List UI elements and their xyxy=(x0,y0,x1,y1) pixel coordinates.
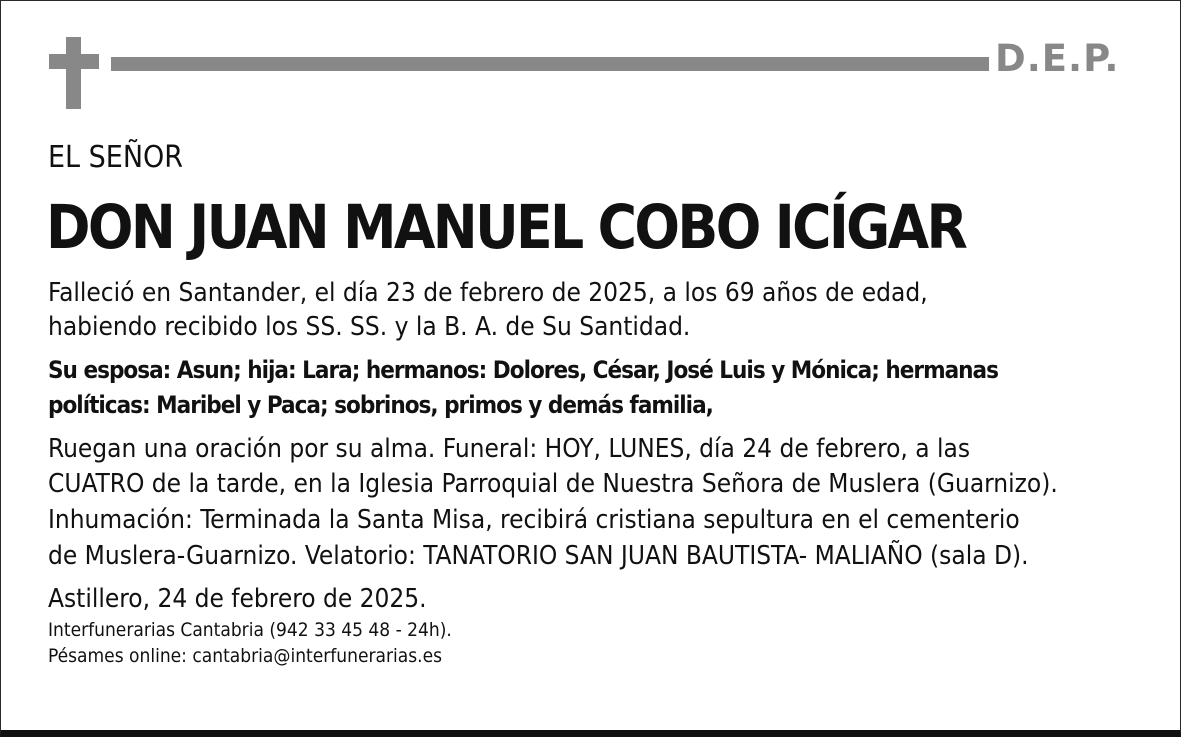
family-line-2: políticas: Maribel y Paca; sobrinos, primos y demás familia, xyxy=(48,391,713,419)
header-rule xyxy=(111,57,989,71)
honorific-title: EL SEÑOR xyxy=(48,140,184,175)
funeral-home: Interfunerarias Cantabria (942 33 45 48 - 24h). xyxy=(48,619,452,641)
place-date: Astillero, 24 de febrero de 2025. xyxy=(48,584,427,614)
deceased-name: DON JUAN MANUEL COBO ICÍGAR xyxy=(46,192,966,263)
service-line-2: CUATRO de la tarde, en la Iglesia Parroquial de Nuestra Señora de Muslera (Guarnizo). xyxy=(48,469,1058,499)
service-line-1: Ruegan una oración por su alma. Funeral: HOY, LUNES, día 24 de febrero, a las xyxy=(48,434,971,464)
condolences-contact: Pésames online: cantabria@interfunerarias.es xyxy=(48,645,442,667)
death-line-2: habiendo recibido los SS. SS. y la B. A. de Su Santidad. xyxy=(48,312,691,342)
dep-label: D.E.P. xyxy=(995,37,1120,80)
cross-icon xyxy=(49,37,99,109)
service-line-3: Inhumación: Terminada la Santa Misa, recibirá cristiana sepultura en el cementerio xyxy=(48,505,1020,535)
death-line-1: Falleció en Santander, el día 23 de febrero de 2025, a los 69 años de edad, xyxy=(48,278,928,308)
family-line-1: Su esposa: Asun; hija: Lara; hermanos: Dolores, César, José Luis y Mónica; hermanas xyxy=(48,356,998,384)
service-line-4: de Muslera-Guarnizo. Velatorio: TANATORIO SAN JUAN BAUTISTA- MALIAÑO (sala D). xyxy=(48,541,1029,571)
